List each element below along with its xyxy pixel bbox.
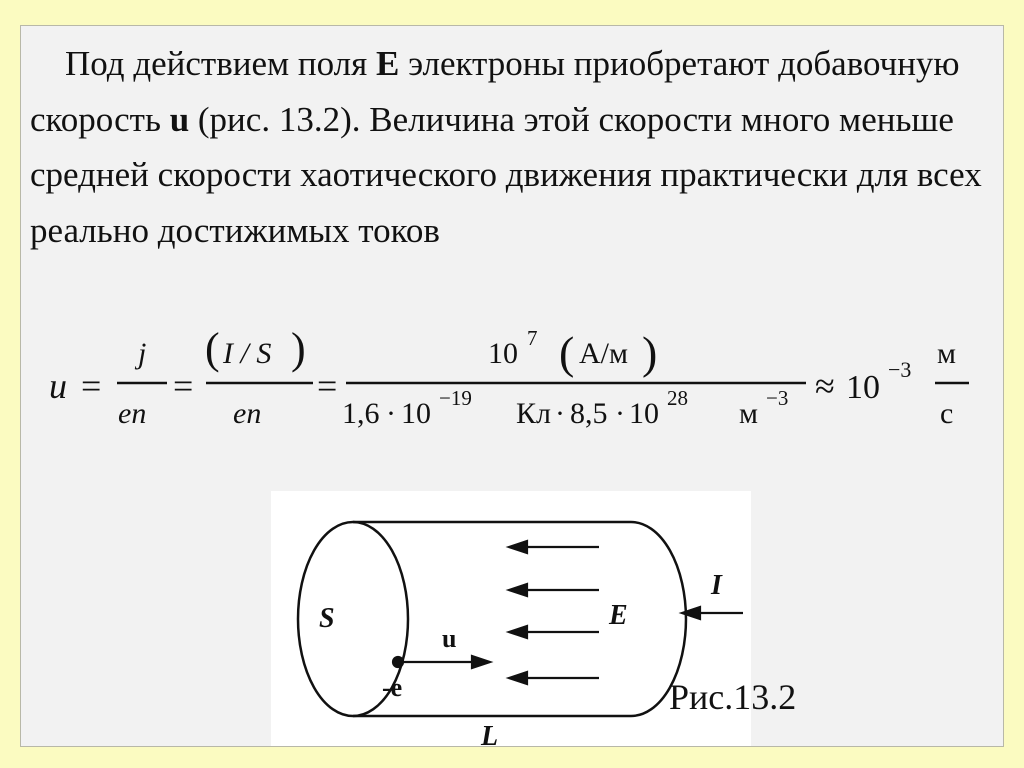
result-unit-num: м [937,337,956,370]
label-L: L [481,721,499,746]
num-coef: 10 [488,337,518,370]
formula-eq-1: = [81,366,102,406]
den-dot-3: · [615,397,625,430]
paren-open-2: ( [559,327,575,378]
paragraph-text-3: (рис. 13.2). Величина этой скорости много меньше средней скорости хаотического движения практически для всех реально достижимых токов [30,99,982,250]
label-u: u [442,624,457,653]
den-dot-2: · [555,397,565,430]
den-coef-1: 1,6 [342,397,380,430]
den-unit-1: Кл [516,397,551,430]
label-E: E [609,600,628,631]
den-exp-3: −3 [766,386,789,410]
label-S: S [319,603,335,634]
electron-dot [393,657,403,667]
formula-approx: ≈ [815,366,835,406]
num-exp: 7 [527,326,538,350]
formula-en-2: en [233,397,262,430]
field-E-symbol: E [376,44,400,83]
paren-close-1: ) [291,324,306,373]
den-coef-2: 8,5 [570,397,608,430]
velocity-u-symbol: u [169,99,190,139]
formula-I-over-S: I / S [223,337,272,370]
paren-open-1: ( [205,324,220,373]
formula-eq-3: = [317,366,338,406]
result-ten: 10 [846,369,880,406]
paragraph-text-2: электроны приобретают добавочную скорость [30,44,960,139]
den-ten-2: 10 [629,397,659,430]
paragraph-text-1: Под действием поля [65,44,377,83]
slide [20,25,1004,747]
formula-j: j [138,337,147,370]
den-exp-2: 28 [667,386,688,410]
figure-caption: Рис.13.2 [669,677,797,717]
formula-en-1: en [118,397,147,430]
num-unit: А/м [579,337,628,370]
drift-velocity-formula [21,26,1005,476]
paren-close-2: ) [642,327,658,378]
formula-u: u [49,366,67,406]
den-ten-1: 10 [401,397,431,430]
den-unit-2: м [739,397,758,430]
result-exp: −3 [888,357,912,382]
formula-eq-2: = [173,366,194,406]
label-I: I [711,570,722,601]
label-minus-e: -e [382,673,403,702]
result-unit-den: с [940,397,954,430]
den-exp-1: −19 [439,386,472,410]
den-dot-1: · [386,397,396,430]
